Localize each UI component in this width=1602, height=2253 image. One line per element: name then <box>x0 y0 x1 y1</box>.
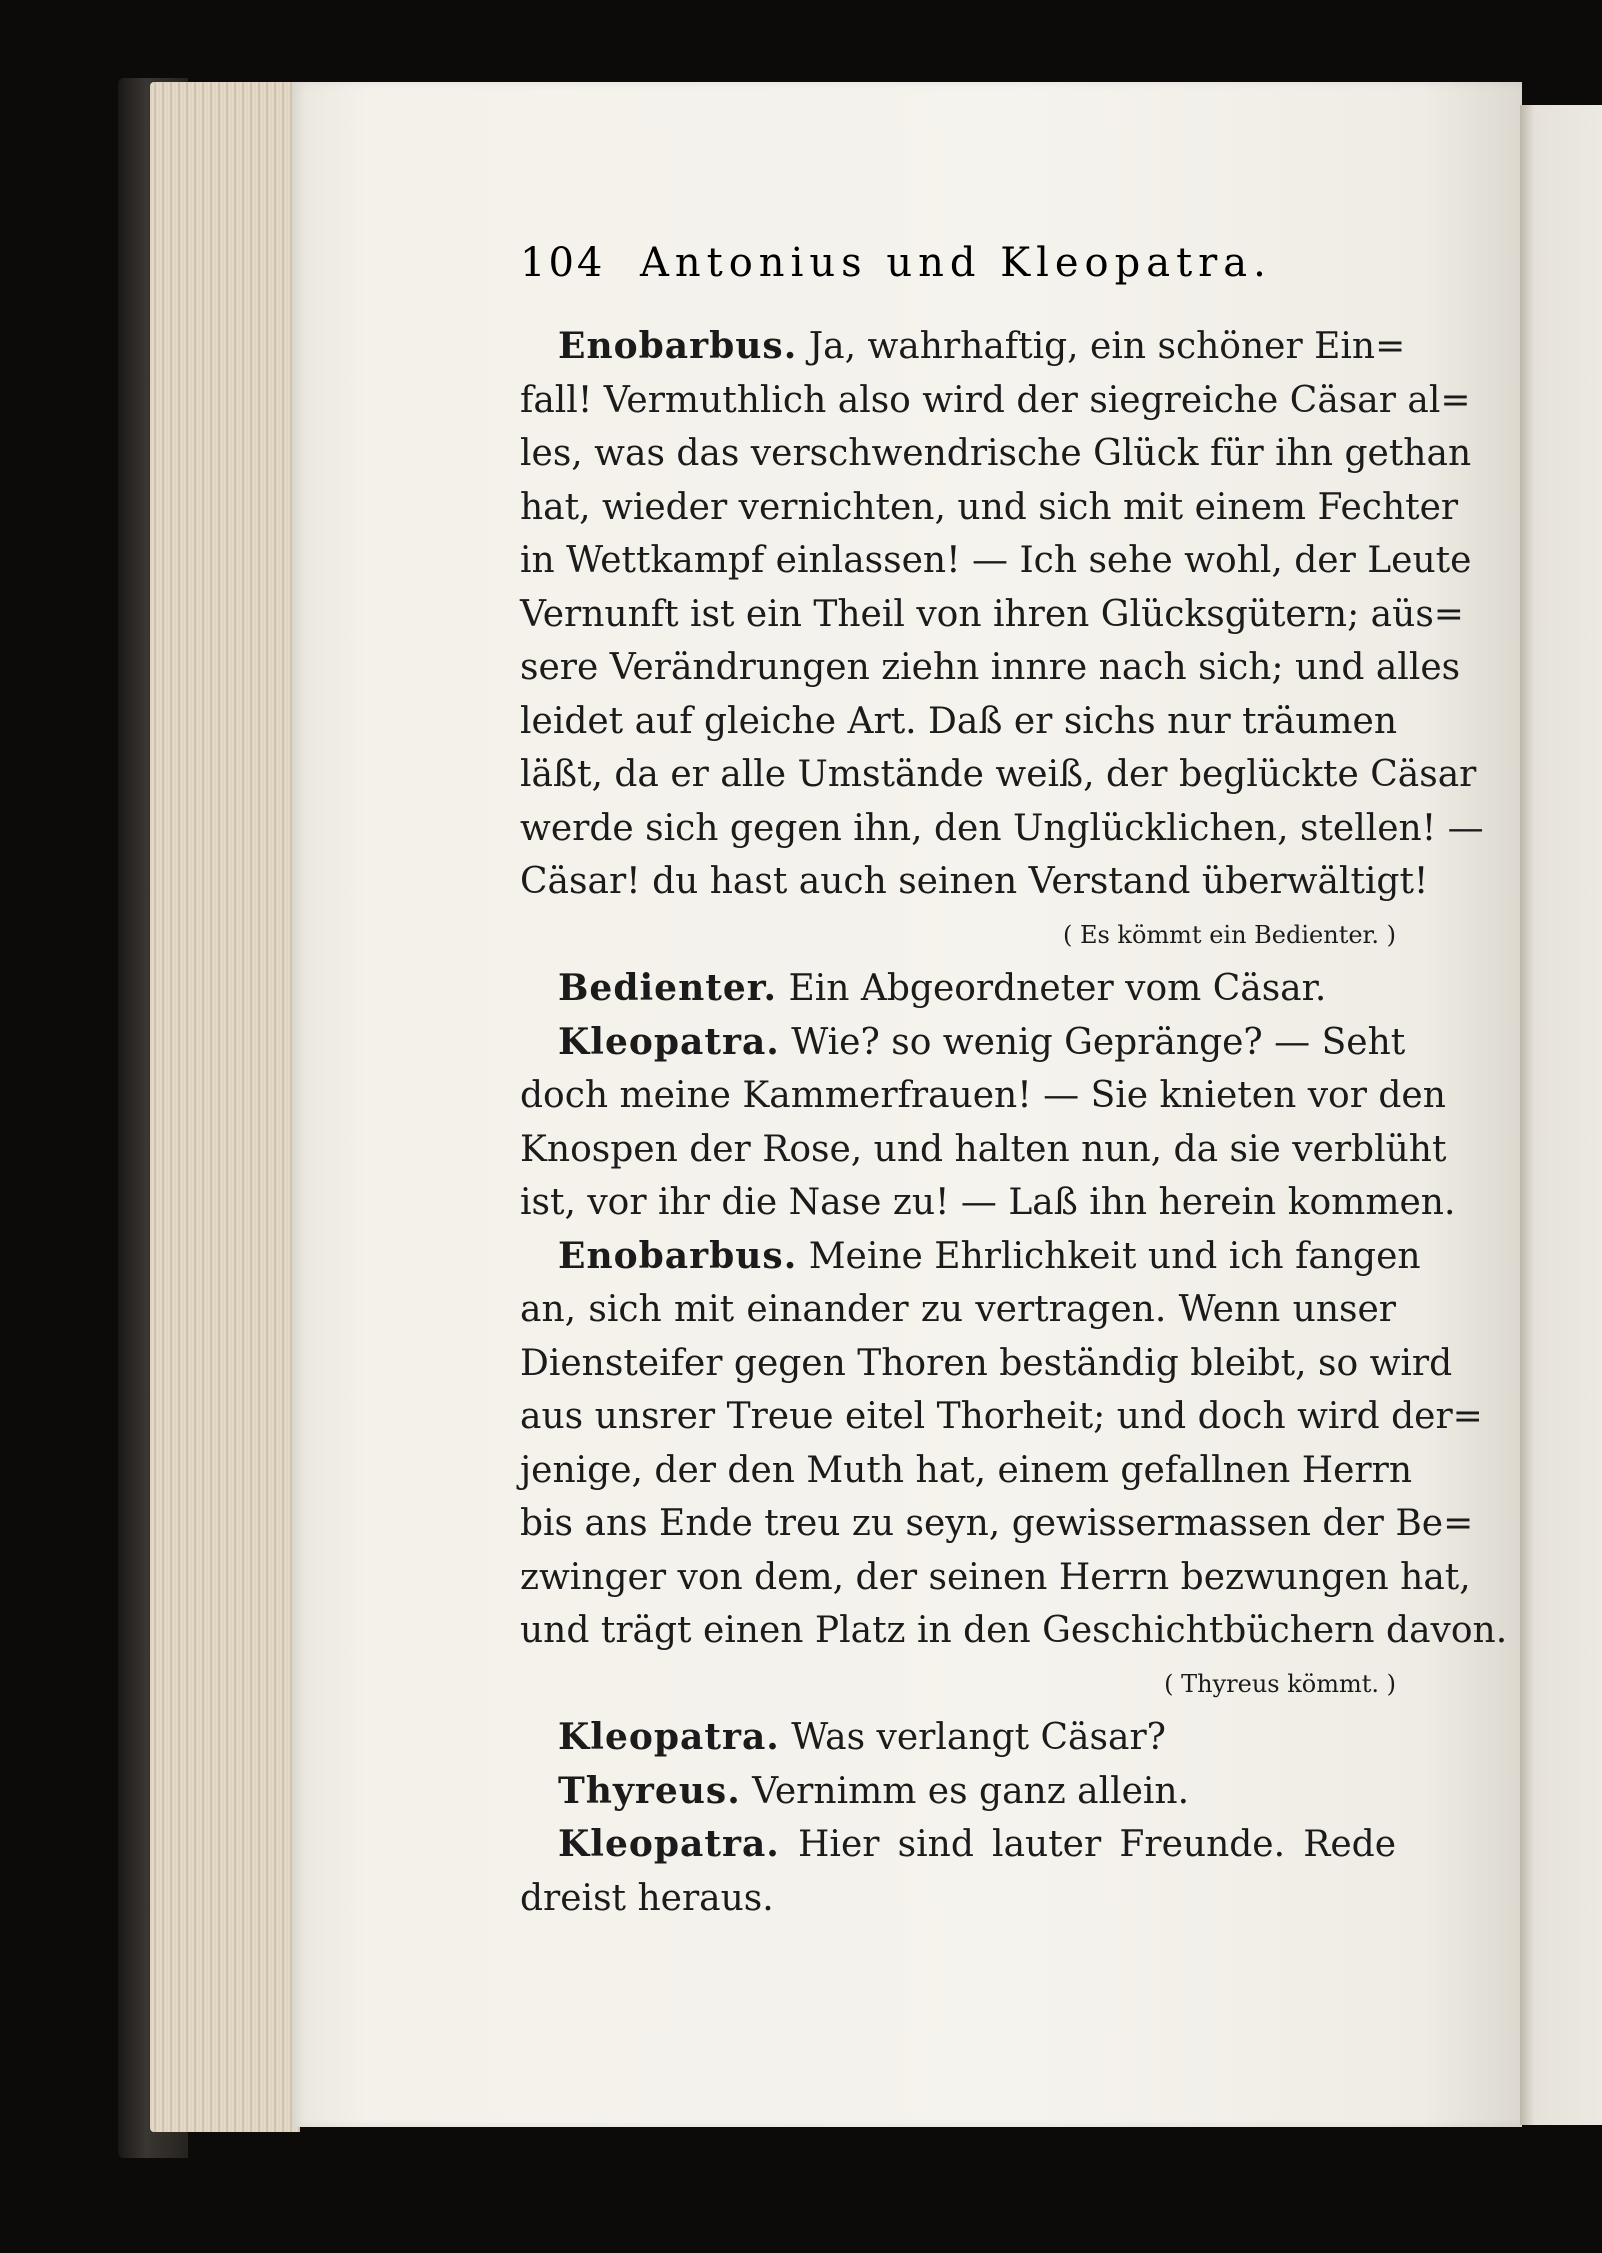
speaker-name: Kleopatra. <box>558 1823 780 1865</box>
text-line <box>520 962 1396 1016</box>
line-text: les, was das verschwendrische Glück für ihn gethan <box>520 433 1472 474</box>
text-line <box>520 1390 1483 1444</box>
text-line <box>520 1337 1453 1391</box>
page-body-text <box>520 320 1508 1925</box>
text-line <box>520 1230 1421 1284</box>
text-line <box>520 481 1459 535</box>
line-text: Meine Ehrlichkeit und ich fangen <box>797 1235 1421 1277</box>
text-line <box>520 695 1396 749</box>
text-line <box>520 641 1461 695</box>
line-text: und trägt einen Platz in den Geschichtbüchern davon. <box>520 1610 1508 1651</box>
page-stack-edges <box>150 82 300 2132</box>
text-line <box>520 748 1477 802</box>
stage-direction: ( Thyreus kömmt. ) <box>1164 1669 1396 1698</box>
line-text: Vernimm es ganz allein. <box>740 1770 1190 1812</box>
text-line <box>520 1016 1406 1070</box>
text-line <box>520 1497 1474 1551</box>
line-text: in Wettkampf einlassen! — Ich sehe wohl, der Leute <box>520 540 1472 581</box>
text-line <box>520 427 1472 481</box>
line-text: Ein Abgeordneter vom Cäsar. <box>777 968 1327 1009</box>
line-text: doch meine Kammerfrauen! — Sie knieten vor den <box>520 1075 1446 1116</box>
line-text: leidet auf gleiche Art. Daß er sichs nur träumen <box>520 700 1398 742</box>
line-text: Ja, wahrhaftig, ein schöner Ein= <box>797 326 1406 367</box>
text-line <box>520 374 1471 428</box>
line-text: Vernunft ist ein Theil von ihren Glücksgütern; aüs= <box>520 593 1464 635</box>
line-text: ist, vor ihr die Nase zu! — Laß ihn herein kommen. <box>520 1182 1456 1223</box>
line-text: sere Verändrungen ziehn innre nach sich; und alles <box>520 647 1461 688</box>
facing-page-edge <box>1520 105 1602 2125</box>
running-title: Antonius und Kleopatra. <box>640 240 1272 286</box>
text-line <box>520 855 1429 909</box>
text-line <box>520 1765 1396 1819</box>
text-line <box>520 1069 1446 1123</box>
line-text: Was verlangt Cäsar? <box>779 1717 1166 1758</box>
line-text: bis ans Ende treu zu seyn, gewissermassen der Be= <box>520 1503 1474 1544</box>
text-line <box>520 1604 1508 1658</box>
text-line <box>520 1818 1396 1872</box>
text-line <box>520 802 1484 856</box>
text-line <box>520 1176 1456 1230</box>
line-text: dreist heraus. <box>520 1877 774 1919</box>
line-text: Wie? so wenig Gepränge? — Seht <box>779 1021 1406 1063</box>
text-line <box>520 1872 1396 1926</box>
speaker-name: Enobarbus. <box>558 325 798 367</box>
speaker-name: Thyreus. <box>558 1769 741 1812</box>
line-text: an, sich mit einander zu vertragen. Wenn unser <box>520 1289 1396 1330</box>
line-text: hat, wieder vernichten, und sich mit einem Fechter <box>520 486 1459 528</box>
speaker-name: Kleopatra. <box>558 1716 780 1758</box>
text-line <box>520 1444 1413 1498</box>
text-line <box>520 1711 1396 1765</box>
line-text: läßt, da er alle Umstände weiß, der beglückte Cäsar <box>520 754 1477 795</box>
page-number: 104 <box>520 240 606 286</box>
stage-direction: ( Es kömmt ein Bedienter. ) <box>1062 920 1396 949</box>
line-text: Hier sind lauter Freunde. Rede <box>779 1824 1396 1865</box>
page-header <box>520 240 1280 300</box>
text-line <box>520 534 1472 588</box>
text-line <box>520 1123 1447 1177</box>
line-text: aus unsrer Treue eitel Thorheit; und doch wird der= <box>520 1396 1483 1437</box>
text-line <box>520 320 1406 374</box>
speaker-name: Bedienter. <box>558 967 777 1009</box>
line-text: zwinger von dem, der seinen Herrn bezwungen hat, <box>520 1556 1471 1598</box>
line-text: Knospen der Rose, und halten nun, da sie verblüht <box>520 1128 1447 1170</box>
line-text: Cäsar! du hast auch seinen Verstand überwältigt! <box>520 861 1429 902</box>
line-text: jenige, der den Muth hat, einem gefallnen Herrn <box>520 1449 1413 1491</box>
text-line <box>520 1283 1396 1337</box>
text-line <box>520 1551 1471 1605</box>
line-text: werde sich gegen ihn, den Unglücklichen, stellen! — <box>520 807 1484 849</box>
line-text: fall! Vermuthlich also wird der siegreiche Cäsar al= <box>520 379 1471 421</box>
line-text: Diensteifer gegen Thoren beständig bleibt, so wird <box>520 1342 1453 1384</box>
speaker-name: Enobarbus. <box>558 1234 798 1277</box>
text-line <box>520 588 1464 642</box>
speaker-name: Kleopatra. <box>558 1020 780 1063</box>
